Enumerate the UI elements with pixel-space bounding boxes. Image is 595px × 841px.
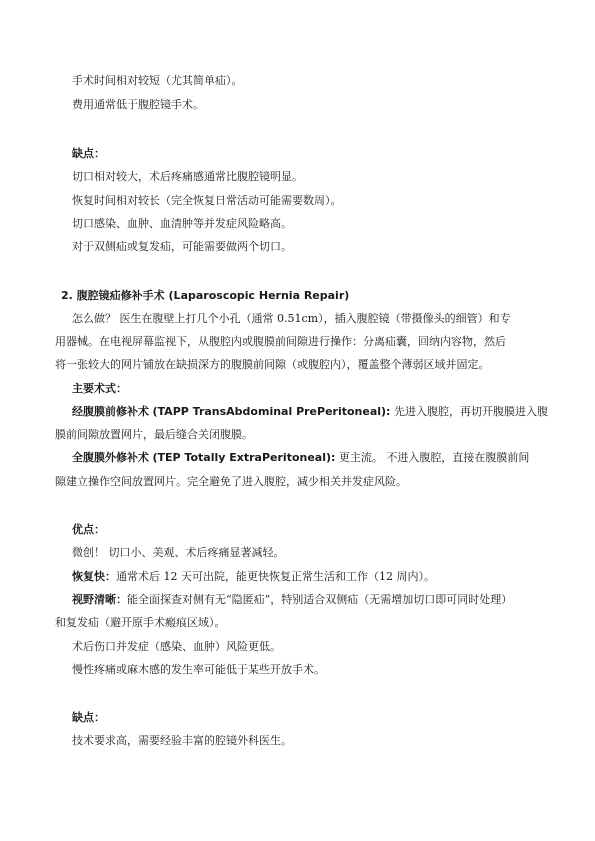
text-line: 对于双侧疝或复发疝，可能需要做两个切口。 bbox=[72, 240, 292, 253]
section-heading bbox=[61, 289, 349, 303]
text-line: 技术要求高，需要经验丰富的腔镜外科医生。 bbox=[72, 734, 292, 747]
tapp-line bbox=[72, 405, 548, 419]
text-line: 慢性疼痛或麻木感的发生率可能低于某些开放手术。 bbox=[72, 663, 325, 676]
fast-recovery-label: 恢复快： bbox=[72, 570, 116, 583]
tapp-en: (TAPP TransAbdominal PrePeritoneal): bbox=[152, 405, 391, 418]
text-line: 手术时间相对较短（尤其简单疝）。 bbox=[72, 74, 243, 87]
tep-line bbox=[72, 451, 529, 465]
text-line: 切口感染、血肿、血清肿等并发症风险略高。 bbox=[72, 217, 292, 230]
section-title: 腹腔镜疝修补手术 bbox=[76, 289, 165, 302]
text-line: 将一张较大的网片铺放在缺损深方的腹膜前间隙（或腹腔内），覆盖整个薄弱区域并固定。 bbox=[55, 358, 490, 371]
clear-view-text: 能全面探查对侧有无“隐匿疝”，特别适合双侧疝（无需增加切口即可同时处理） bbox=[127, 593, 513, 606]
tep-en: (TEP Totally ExtraPeritoneal): bbox=[152, 451, 336, 464]
tep-label: 全腹膜外修补术 bbox=[72, 451, 149, 464]
tapp-text: 先进入腹腔，再切开腹膜进入腹 bbox=[393, 405, 548, 418]
section-title-en: (Laparoscopic Hernia Repair) bbox=[168, 289, 350, 302]
text-line: 用器械。在电视屏幕监视下，从腹腔内或腹膜前间隙进行操作：分离疝囊，回纳内容物，然后 bbox=[55, 335, 506, 348]
text-line: 微创！ 切口小、美观、术后疼痛显著减轻。 bbox=[72, 546, 285, 559]
clear-view-line bbox=[72, 593, 512, 607]
fast-recovery-line bbox=[72, 570, 435, 584]
text-line: 怎么做？ 医生在腹壁上打几个小孔（通常 0.51cm），插入腹腔镜（带摄像头的细管）和专 bbox=[72, 312, 511, 325]
text-line: 和复发疝（避开原手术瘢痕区域）。 bbox=[55, 616, 226, 629]
text-line: 膜前间隙放置网片，最后缝合关闭腹膜。 bbox=[55, 428, 253, 441]
text-line: 切口相对较大，术后疼痛感通常比腹腔镜明显。 bbox=[72, 170, 303, 183]
fast-recovery-text: 通常术后 12 天可出院，能更快恢复正常生活和工作（12 周内）。 bbox=[116, 570, 435, 583]
section-number: 2. bbox=[61, 289, 73, 302]
text-line: 费用通常低于腹腔镜手术。 bbox=[72, 98, 204, 111]
clear-view-label: 视野清晰： bbox=[72, 593, 127, 606]
tapp-label: 经腹膜前修补术 bbox=[72, 405, 149, 418]
main-approaches-heading: 主要术式： bbox=[72, 382, 127, 395]
pros-heading: 优点： bbox=[72, 523, 105, 536]
tep-text: 更主流。 不进入腹腔，直接在腹膜前间 bbox=[338, 451, 530, 464]
text-line: 隙建立操作空间放置网片。完全避免了进入腹腔，减少相关并发症风险。 bbox=[55, 475, 407, 488]
cons-heading: 缺点： bbox=[72, 147, 105, 160]
cons-heading: 缺点： bbox=[72, 711, 105, 724]
text-line: 恢复时间相对较长（完全恢复日常活动可能需要数周）。 bbox=[72, 194, 342, 207]
text-line: 术后伤口并发症（感染、血肿）风险更低。 bbox=[72, 640, 281, 653]
